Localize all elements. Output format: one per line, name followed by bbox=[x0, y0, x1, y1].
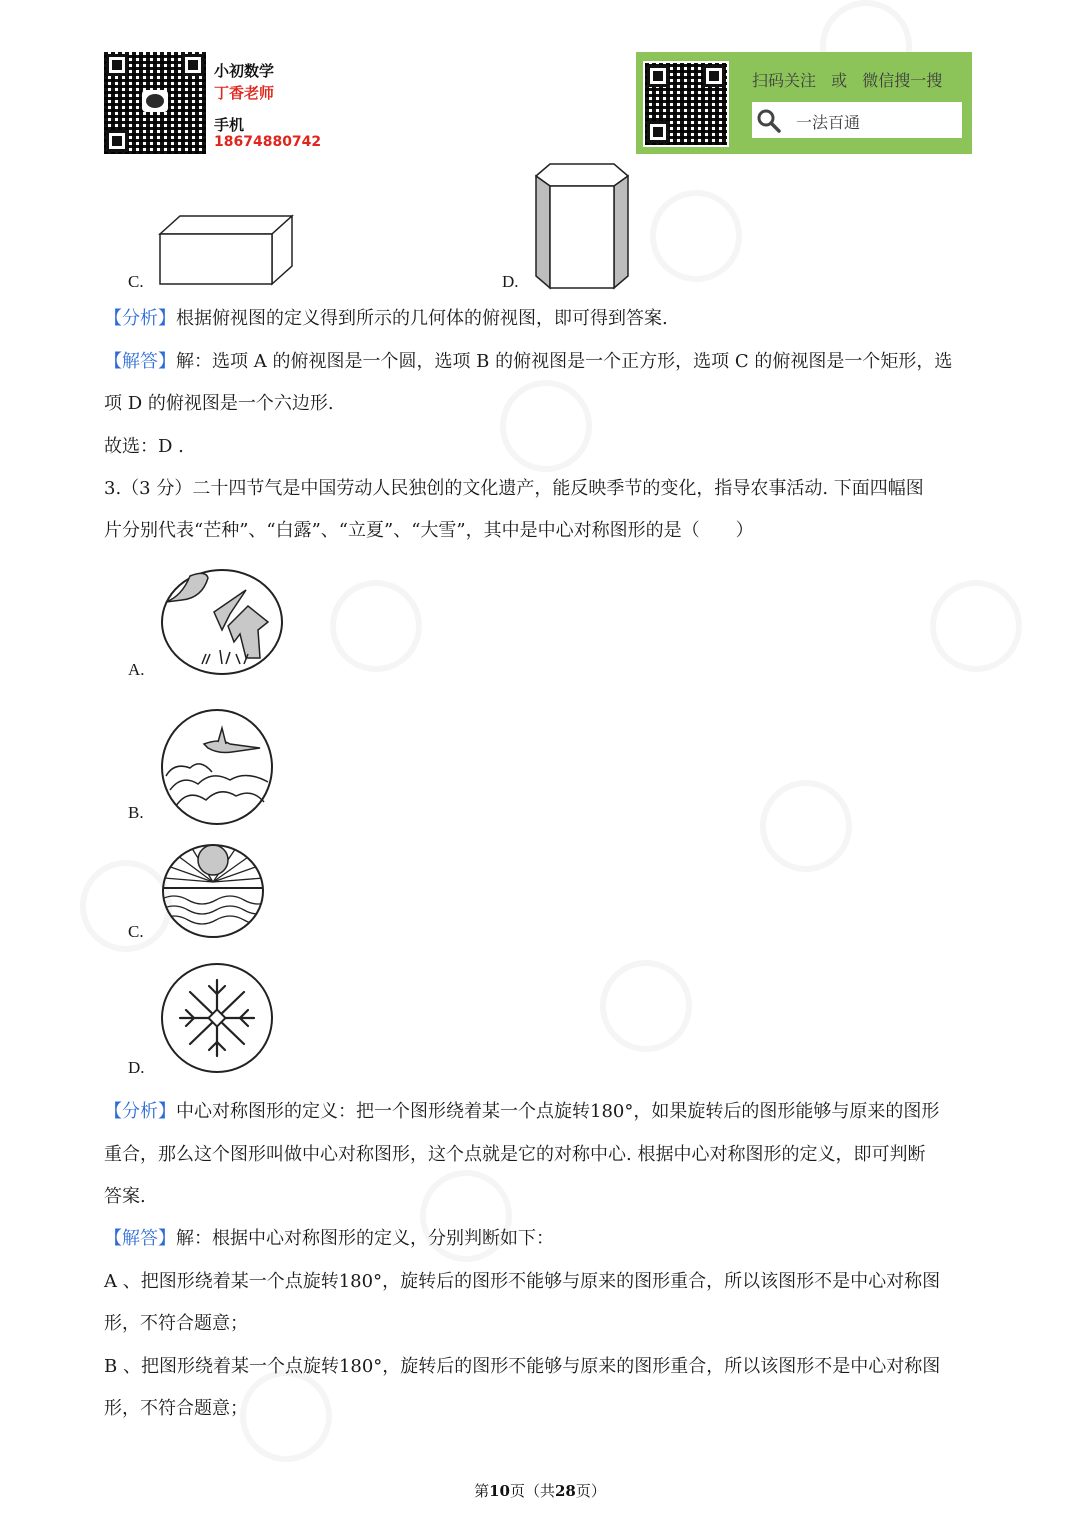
current-page: 10 bbox=[489, 1482, 510, 1500]
option-d-label: D. bbox=[502, 272, 519, 291]
wechat-search-text: 微信搜一搜 bbox=[862, 71, 943, 90]
card-phone-label: 手机 bbox=[214, 116, 245, 134]
footer-prefix: 第 bbox=[474, 1482, 490, 1500]
follow-qr-code[interactable] bbox=[645, 63, 727, 145]
option-a-label: A. bbox=[128, 660, 145, 679]
q3-answer-b-line2: 形，不符合题意； bbox=[104, 1398, 248, 1419]
cuboid-figure bbox=[158, 214, 294, 286]
option-d-label-q3: D. bbox=[128, 1058, 145, 1077]
watermark-logo bbox=[402, 1152, 530, 1280]
analysis-text: 根据俯视图的定义得到所示的几何体的俯视图，即可得到答案. bbox=[176, 308, 668, 329]
q3-answer-a-line1: A 、把图形绕着某一个点旋转180°，旋转后的图形不能够与原来的图形重合，所以该图形不是中心对称图 bbox=[104, 1271, 941, 1292]
follow-prompt bbox=[752, 68, 942, 91]
search-icon bbox=[756, 108, 782, 134]
q3-answer-line1 bbox=[104, 1224, 554, 1254]
footer-suffix: 页） bbox=[575, 1482, 606, 1500]
or-text: 或 bbox=[831, 71, 848, 90]
q3-stem-line1: 3.（3 分）二十四节气是中国劳动人民独创的文化遗产，能反映季节的变化，指导农事活动. 下面四幅图 bbox=[104, 478, 924, 499]
option-c-label: C. bbox=[128, 272, 144, 291]
q3-analysis-line1 bbox=[104, 1097, 939, 1127]
analysis-tag: 【分析】 bbox=[104, 308, 176, 329]
analysis-text: 中心对称图形的定义：把一个图形绕着某一个点旋转180°，如果旋转后的图形能够与原来的图形 bbox=[176, 1101, 940, 1122]
q3-answer-a-line2: 形，不符合题意； bbox=[104, 1313, 248, 1334]
page-footer bbox=[0, 1480, 1080, 1501]
q2-answer-line1 bbox=[104, 347, 952, 377]
q3-stem-line2: 片分别代表“芒种”、“白露”、“立夏”、“大雪”，其中是中心对称图形的是（ ） bbox=[104, 520, 754, 541]
card-phone-number[interactable]: 18674880742 bbox=[214, 134, 322, 150]
analysis-tag: 【分析】 bbox=[104, 1101, 176, 1122]
q3-analysis-line2: 重合，那么这个图形叫做中心对称图形，这个点就是它的对称中心. 根据中心对称图形的定义，即可判断 bbox=[104, 1144, 926, 1165]
watermark-logo bbox=[912, 562, 1040, 690]
card-subject: 小初数学 bbox=[214, 62, 275, 80]
footer-mid: 页（共 bbox=[509, 1482, 555, 1500]
mangzhong-figure bbox=[160, 568, 284, 676]
contact-card bbox=[104, 52, 322, 156]
hexagonal-prism-figure bbox=[534, 162, 630, 290]
follow-card bbox=[636, 52, 972, 154]
watermark-logo bbox=[632, 172, 760, 300]
option-b-label: B. bbox=[128, 803, 144, 822]
q2-analysis bbox=[104, 304, 668, 334]
watermark-logo bbox=[742, 762, 870, 890]
wechat-qr-code[interactable] bbox=[104, 52, 206, 154]
search-text: 一法百通 bbox=[796, 113, 861, 132]
answer-text: 解：选项 A 的俯视图是一个圆，选项 B 的俯视图是一个正方形，选项 C 的俯视图是一个矩形，选 bbox=[176, 351, 953, 372]
scan-follow-text: 扫码关注 bbox=[752, 71, 817, 90]
total-pages: 28 bbox=[555, 1482, 576, 1500]
option-c-label-q3: C. bbox=[128, 922, 144, 941]
daxue-figure bbox=[160, 962, 274, 1074]
answer-text: 解：根据中心对称图形的定义，分别判断如下： bbox=[176, 1228, 554, 1249]
q3-analysis-line3: 答案. bbox=[104, 1186, 146, 1207]
lixia-figure bbox=[160, 842, 266, 940]
search-box[interactable] bbox=[752, 102, 962, 138]
bailu-figure bbox=[160, 708, 274, 826]
q2-choice: 故选：D . bbox=[104, 436, 184, 457]
watermark-logo bbox=[482, 362, 610, 490]
card-teacher: 丁香老师 bbox=[214, 84, 275, 102]
answer-tag: 【解答】 bbox=[104, 1228, 176, 1249]
q2-answer-line2: 项 D 的俯视图是一个六边形. bbox=[104, 393, 334, 414]
q3-answer-b-line1: B 、把图形绕着某一个点旋转180°，旋转后的图形不能够与原来的图形重合，所以该图形不是中心对称图 bbox=[104, 1356, 941, 1377]
watermark-logo bbox=[312, 562, 440, 690]
answer-tag: 【解答】 bbox=[104, 351, 176, 372]
watermark-logo bbox=[582, 942, 710, 1070]
